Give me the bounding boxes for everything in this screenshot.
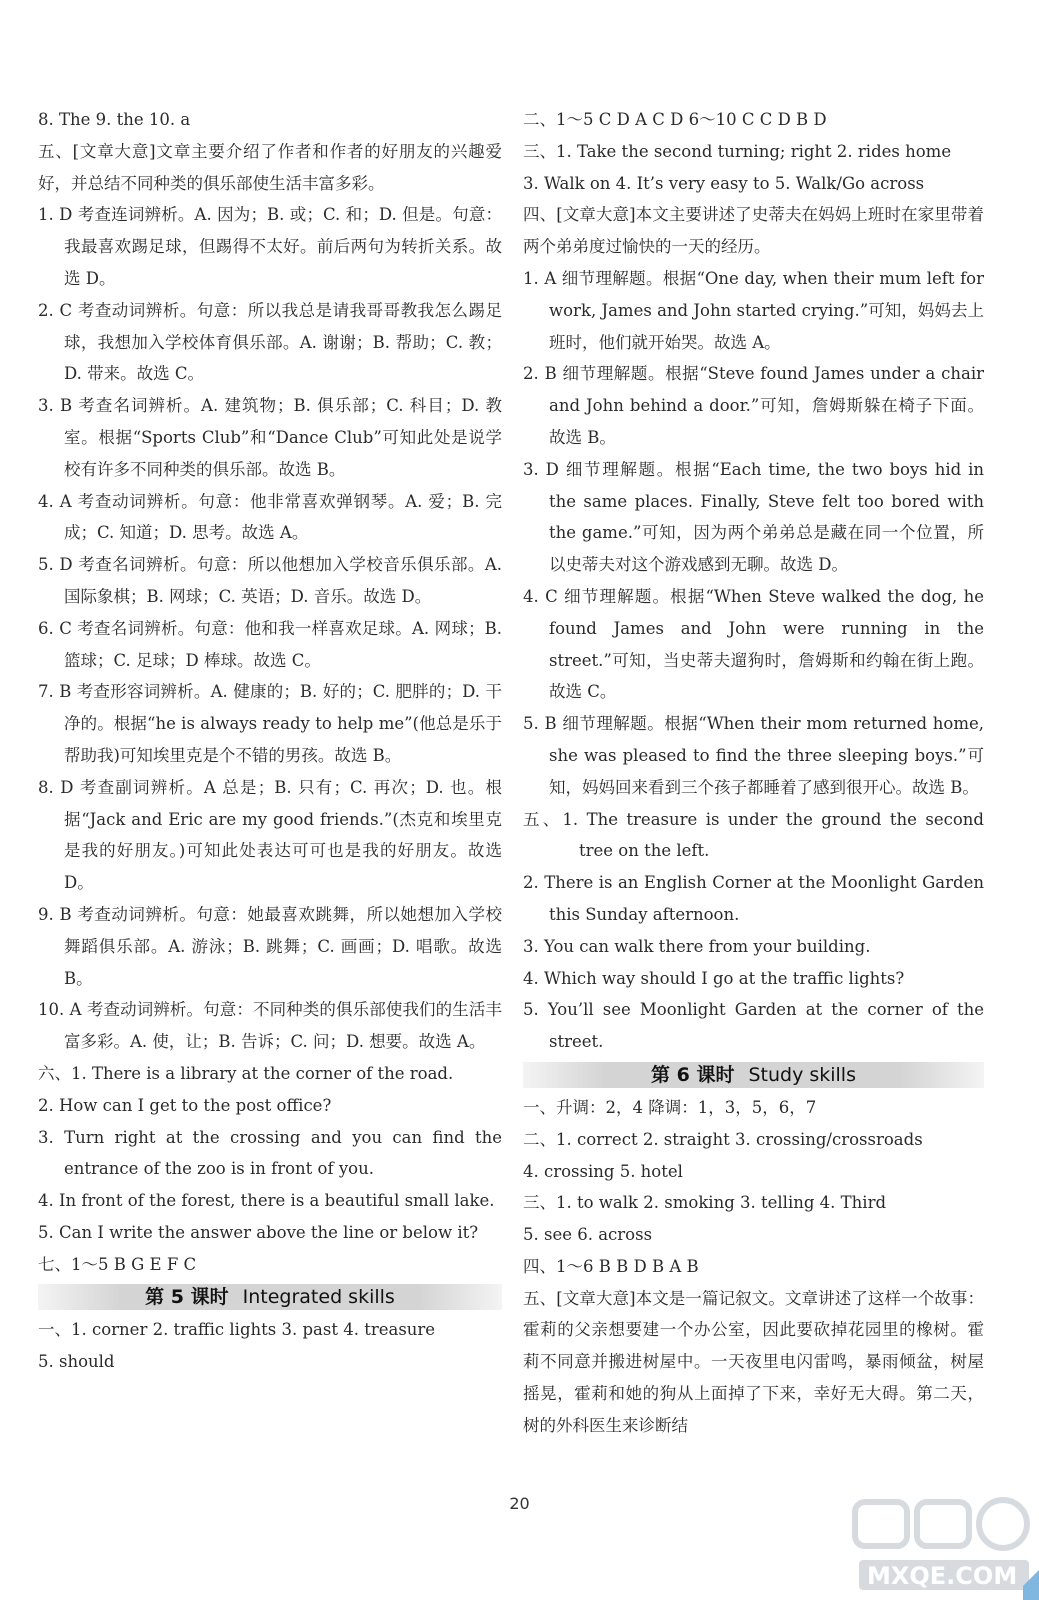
section-heading xyxy=(523,1062,984,1088)
answer-explanation: 1. D 考查连词辨析。A. 因为；B. 或；C. 和；D. 但是。句意：我最喜欢踢足球，但踢得不太好。前后两句为转折关系。故选 D。 xyxy=(38,205,502,288)
answer-line: 3. You can walk there from your building. xyxy=(523,936,871,956)
summary-paragraph: 五、[文章大意]本文是一篇记叙文。文章讲述了这样一个故事：霍莉的父亲想要建一个办公室，因此要砍掉花园里的橡树。霍莉不同意并搬进树屋中。一天夜里电闪雷鸣，暴雨倾盆，树屋摇晃，霍莉和她的狗从上面掉了下来，幸好无大碍。第二天，树的外科医生来诊断结 xyxy=(523,1288,984,1435)
section-heading-en: Integrated skills xyxy=(242,1286,395,1309)
right-column xyxy=(523,104,984,1442)
answer-explanation: 3. D 细节理解题。根据“Each time, the two boys hid in the same places. Finally, Steve felt too bored with the game.”可知，因为两个弟弟总是藏在同一个位置，所以史蒂夫对这个游戏感到无聊。故选 D。 xyxy=(523,459,984,575)
answer-line: 三、1. to walk 2. smoking 3. telling 4. Third xyxy=(523,1193,887,1213)
answer-explanation: 10. A 考查动词辨析。句意：不同种类的俱乐部使我们的生活丰富多彩。A. 使，让；B. 告诉；C. 问；D. 想要。故选 A。 xyxy=(38,1000,502,1052)
answer-line: 一、升调：2，4 降调：1，3，5，6，7 xyxy=(523,1097,817,1117)
answer-line: 4. Which way should I go at the traffic lights? xyxy=(523,968,905,988)
answer-line: 8. The 9. the 10. a xyxy=(38,110,191,129)
answer-explanation: 4. C 细节理解题。根据“When Steve walked the dog, he found James and John were running in the street.”可知，当史蒂夫遛狗时，詹姆斯和约翰在街上跑。故选 C。 xyxy=(523,586,984,702)
section-heading xyxy=(38,1284,502,1310)
answer-explanation: 3. B 考查名词辨析。A. 建筑物；B. 俱乐部；C. 科目；D. 教室。根据“Sports Club”和“Dance Club”可知此处是说学校有许多不同种类的俱乐部。故选 B。 xyxy=(38,396,502,479)
answer-explanation: 4. A 考查动词辨析。句意：他非常喜欢弹钢琴。A. 爱；B. 完成；C. 知道；D. 思考。故选 A。 xyxy=(38,491,502,543)
answer-explanation: 5. D 考查名词辨析。句意：所以他想加入学校音乐俱乐部。A. 国际象棋；B. 网球；C. 英语；D. 音乐。故选 D。 xyxy=(38,555,502,606)
answer-line: 三、1. Take the second turning; right 2. rides home xyxy=(523,141,952,161)
answer-explanation: 8. D 考查副词辨析。A 总是；B. 只有；C. 再次；D. 也。根据“Jack and Eric are my good friends.”(杰克和埃里克是我的好朋友。)可知此处表达可可也是我的好朋友。故选 D。 xyxy=(38,777,502,893)
answer-line: 六、1. There is a library at the corner of the road. xyxy=(38,1063,454,1083)
summary-paragraph: 五、[文章大意]文章主要介绍了作者和作者的好朋友的兴趣爱好，并总结不同种类的俱乐部使生活丰富多彩。 xyxy=(38,141,502,193)
answer-line: 5. You’ll see Moonlight Garden at the corner of the street. xyxy=(523,1000,984,1052)
answer-line: 四、1～6 B B D B A B xyxy=(523,1256,699,1276)
answer-line: 2. There is an English Corner at the Moonlight Garden this Sunday afternoon. xyxy=(523,873,984,924)
svg-text:MXQE.COM: MXQE.COM xyxy=(867,1562,1018,1590)
summary-paragraph: 四、[文章大意]本文主要讲述了史蒂夫在妈妈上班时在家里带着两个弟弟度过愉快的一天的经历。 xyxy=(523,205,984,257)
answer-line: 4. crossing 5. hotel xyxy=(523,1161,683,1181)
section-heading-en: Study skills xyxy=(748,1063,856,1086)
answer-line: 五、1. The treasure is under the ground the second tree on the left. xyxy=(523,809,984,861)
answer-explanation: 9. B 考查动词辨析。句意：她最喜欢跳舞，所以她想加入学校舞蹈俱乐部。A. 游泳；B. 跳舞；C. 画画；D. 唱歌。故选 B。 xyxy=(38,904,502,988)
answer-line: 4. In front of the forest, there is a beautiful small lake. xyxy=(38,1191,495,1211)
answer-line: 5. see 6. across xyxy=(523,1225,653,1245)
answer-line: 二、1. correct 2. straight 3. crossing/crossroads xyxy=(523,1129,923,1149)
answer-explanation: 1. A 细节理解题。根据“One day, when their mum left for work, James and John started crying.”可知，妈妈去上班时，他们就开始哭。故选 A。 xyxy=(523,268,984,352)
answer-line: 5. Can I write the answer above the line or below it? xyxy=(38,1222,479,1242)
watermark-logo xyxy=(845,1490,1039,1600)
answer-line: 一、1. corner 2. traffic lights 3. past 4. treasure xyxy=(38,1320,436,1340)
answer-line: 3. Walk on 4. It’s very easy to 5. Walk/Go across xyxy=(523,173,925,193)
answer-explanation: 7. B 考查形容词辨析。A. 健康的；B. 好的；C. 肥胖的；D. 干净的。根据“he is always ready to help me”(他总是乐于帮助我)可知埃里克是个不错的男孩。故选 B。 xyxy=(38,682,502,765)
page-number: 20 xyxy=(509,1494,530,1513)
answer-explanation: 2. B 细节理解题。根据“Steve found James under a chair and John behind a door.”可知，詹姆斯躲在椅子下面。故选 B。 xyxy=(523,364,984,447)
answer-line: 七、1～5 B G E F C xyxy=(38,1254,197,1274)
answer-line: 2. How can I get to the post office? xyxy=(38,1095,332,1115)
answer-line: 5. should xyxy=(38,1352,115,1372)
answer-explanation: 5. B 细节理解题。根据“When their mom returned home, she was pleased to find the three sleeping boys.”可知，妈妈回来看到三个孩子都睡着了感到很开心。故选 B。 xyxy=(523,714,984,797)
answer-line: 3. Turn right at the crossing and you can find the entrance of the zoo is in front of you. xyxy=(38,1127,502,1179)
section-heading-cn: 第 5 课时 xyxy=(145,1286,229,1309)
left-column xyxy=(38,104,502,1378)
answer-explanation: 2. C 考查动词辨析。句意：所以我总是请我哥哥教我怎么踢足球，我想加入学校体育俱乐部。A. 谢谢；B. 帮助；C. 教；D. 带来。故选 C。 xyxy=(38,300,502,384)
answer-explanation: 6. C 考查名词辨析。句意：他和我一样喜欢足球。A. 网球；B. 篮球；C. 足球；D 棒球。故选 C。 xyxy=(38,618,502,670)
answer-line: 二、1～5 C D A C D 6～10 C C D B D xyxy=(523,110,827,129)
section-heading-cn: 第 6 课时 xyxy=(651,1063,735,1086)
